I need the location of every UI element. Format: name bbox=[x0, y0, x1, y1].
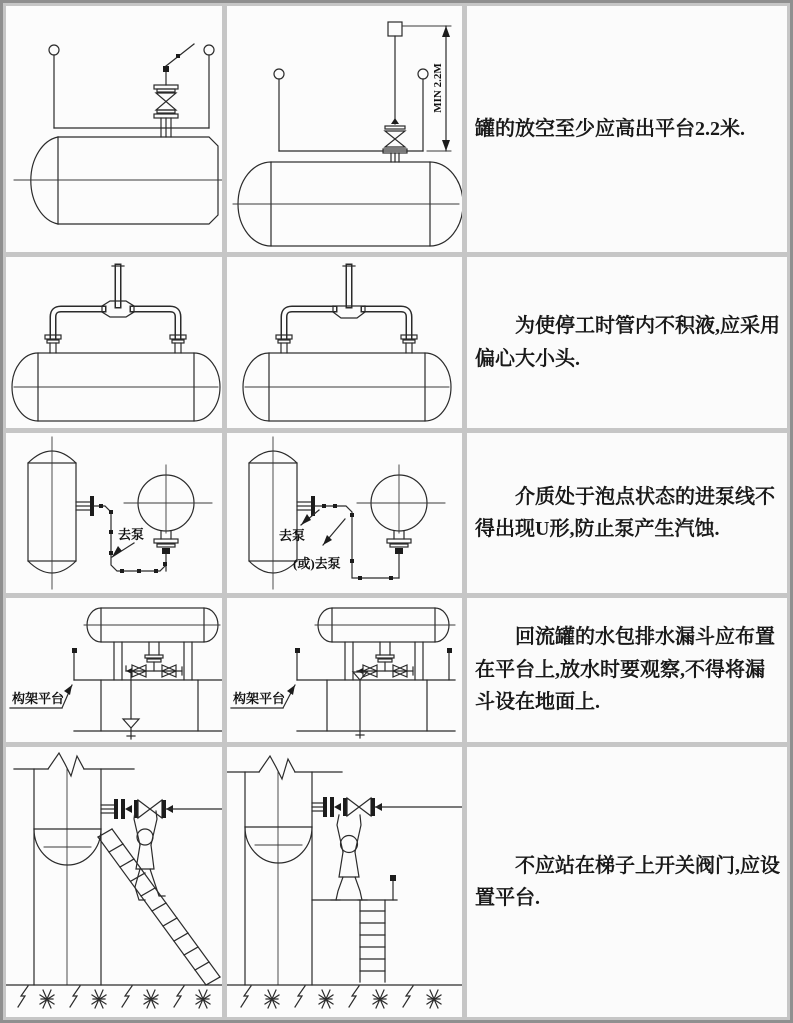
row2-diagram-wrong bbox=[6, 257, 222, 428]
reflux-drum bbox=[84, 608, 220, 680]
row5-note bbox=[467, 747, 787, 1017]
row3-diagram-right bbox=[227, 433, 462, 593]
platform-label: 构架平台 bbox=[12, 691, 65, 706]
suction-right-drawing bbox=[227, 433, 462, 593]
water-boot bbox=[145, 642, 163, 671]
platform-label: 构架平台 bbox=[233, 691, 286, 706]
row5-diagram-wrong bbox=[6, 747, 222, 1017]
inclined-ladder bbox=[98, 829, 220, 985]
column-vessel bbox=[14, 753, 134, 985]
water-boot bbox=[376, 642, 394, 671]
worker-figure bbox=[331, 815, 367, 900]
or-to-pump-label: (或)去泵 bbox=[293, 556, 341, 571]
piping-manifold bbox=[276, 266, 417, 353]
platform-right-drawing bbox=[227, 747, 462, 1017]
row4-diagram-right bbox=[227, 598, 462, 742]
row5-diagram-right bbox=[227, 747, 462, 1017]
note-text-5: 不应站在梯子上开关阀门,应设置平台. bbox=[475, 854, 780, 909]
tank-vent-right-drawing bbox=[227, 6, 462, 252]
row4-diagram-wrong bbox=[6, 598, 222, 742]
spherical-vessel bbox=[124, 465, 212, 571]
note-text-2: 为使停工时管内不积液,应采用偏心大小头. bbox=[475, 315, 780, 370]
funnel-wrong-drawing bbox=[6, 598, 222, 742]
valve-on-nozzle bbox=[101, 799, 222, 819]
horizontal-tank bbox=[14, 137, 222, 224]
platform-callout bbox=[231, 685, 295, 708]
row2-note bbox=[467, 257, 787, 428]
spherical-vessel bbox=[357, 465, 445, 578]
platform-funnel bbox=[353, 671, 367, 738]
to-pump-callout bbox=[112, 527, 144, 557]
row4-note bbox=[467, 598, 787, 742]
platform-callout bbox=[10, 685, 72, 708]
reducer-right-drawing bbox=[227, 257, 462, 428]
vent-pipes bbox=[274, 69, 428, 151]
note-text-4: 回流罐的水包排水漏斗应布置在平台上,放水时要观察,不得将漏斗设在地面上. bbox=[475, 626, 775, 714]
row1-diagram-wrong bbox=[6, 6, 222, 252]
row2-diagram-right bbox=[227, 257, 462, 428]
to-pump-label: 去泵 bbox=[279, 528, 306, 543]
dimension-label: MIN 2.2M bbox=[432, 63, 444, 113]
suction-u-wrong-drawing bbox=[6, 433, 222, 593]
note-text-1: 罐的放空至少应高出平台2.2米. bbox=[475, 117, 745, 140]
dimension-min-2-2m bbox=[403, 26, 451, 151]
row3-note bbox=[467, 433, 787, 593]
horizontal-tank bbox=[243, 353, 451, 421]
piping-manifold bbox=[45, 266, 186, 353]
vessel-nozzle bbox=[76, 496, 94, 516]
to-pump-callout bbox=[279, 510, 319, 543]
access-platform bbox=[312, 875, 397, 900]
column-vessel bbox=[227, 756, 342, 985]
vent-pipes bbox=[49, 45, 214, 128]
row1-diagram-right bbox=[227, 6, 462, 252]
tank-vent-wrong-drawing bbox=[6, 6, 222, 252]
funnel-right-drawing bbox=[227, 598, 462, 742]
vertical-ladder bbox=[360, 900, 385, 982]
vertical-vessel bbox=[28, 437, 76, 589]
ground-funnel bbox=[123, 671, 139, 739]
diagram-table bbox=[6, 6, 787, 1017]
or-to-pump-callout bbox=[293, 519, 345, 571]
platform-structure bbox=[295, 648, 455, 731]
row1-note bbox=[467, 6, 787, 252]
tall-vent-stack bbox=[383, 22, 407, 162]
reducer-wrong-drawing bbox=[6, 257, 222, 428]
row3-diagram-wrong bbox=[6, 433, 222, 593]
valve-on-nozzle bbox=[312, 797, 462, 817]
vent-valve-icon bbox=[154, 44, 194, 137]
vessel-nozzle bbox=[297, 496, 315, 516]
horizontal-tank bbox=[233, 162, 462, 246]
note-text-3: 介质处于泡点状态的进泵线不得出现U形,防止泵产生汽蚀. bbox=[475, 485, 775, 540]
vertical-vessel bbox=[249, 437, 297, 589]
horizontal-tank bbox=[12, 353, 220, 421]
ladder-wrong-drawing bbox=[6, 747, 222, 1017]
ground-line bbox=[227, 985, 462, 1008]
to-pump-label: 去泵 bbox=[118, 527, 145, 542]
ground-line bbox=[6, 985, 222, 1008]
worker-figure bbox=[134, 811, 165, 900]
